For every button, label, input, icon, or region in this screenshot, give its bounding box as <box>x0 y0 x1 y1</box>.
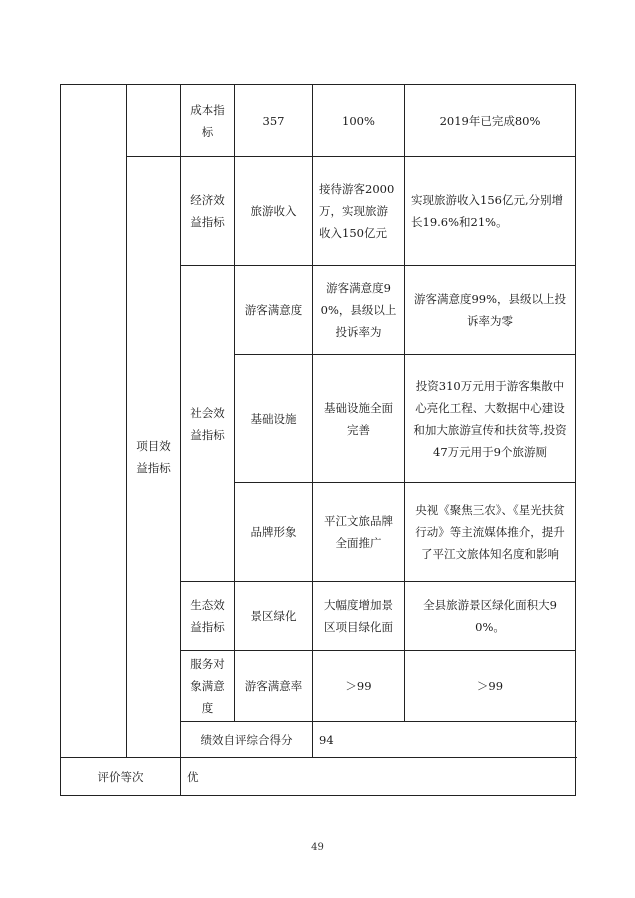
score-label-cell: 绩效自评综合得分 <box>181 722 313 758</box>
cost-actual-cell: 2019年已完成80% <box>405 85 576 157</box>
score-value-cell: 94 <box>313 722 576 758</box>
satisfaction-target-cell: 游客满意度90%，县级以上投诉率为 <box>313 266 405 355</box>
ecological-actual-cell: 全县旅游景区绿化面积大90%。 <box>405 582 576 651</box>
satisfaction-item-cell: 游客满意度 <box>235 266 313 355</box>
table-row <box>61 85 576 157</box>
economic-indicator-cell: 经济效益指标 <box>181 157 235 266</box>
ecological-target-cell: 大幅度增加景区项目绿化面 <box>313 582 405 651</box>
infrastructure-target-cell: 基础设施全面完善 <box>313 355 405 483</box>
service-target-cell: ＞99 <box>313 651 405 722</box>
table-row <box>61 758 576 796</box>
outer-blank-cell <box>61 85 127 758</box>
project-benefit-header-cell: 项目效益指标 <box>127 157 181 758</box>
table-row <box>61 157 576 266</box>
performance-table <box>60 84 576 796</box>
cost-target-value-cell: 100% <box>313 85 405 157</box>
ecological-item-cell: 景区绿化 <box>235 582 313 651</box>
satisfaction-actual-cell: 游客满意度99%，县级以上投诉率为零 <box>405 266 576 355</box>
cost-annual-target-cell: 357 <box>235 85 313 157</box>
page-number: 49 <box>311 842 324 853</box>
economic-target-cell: 接待游客2000万，实现旅游收入150亿元 <box>313 157 405 266</box>
brand-item-cell: 品牌形象 <box>235 483 313 582</box>
infrastructure-item-cell: 基础设施 <box>235 355 313 483</box>
infrastructure-actual-cell: 投资310万元用于游客集散中心亮化工程、大数据中心建设和加大旅游宣传和扶贫等,投资47万元用于9个旅游厕 <box>405 355 576 483</box>
service-actual-cell: ＞99 <box>405 651 576 722</box>
brand-target-cell: 平江文旅品牌全面推广 <box>313 483 405 582</box>
brand-actual-cell: 央视《聚焦三农》、《星光扶贫行动》等主流媒体推介，提升了平江文旅体知名度和影响 <box>405 483 576 582</box>
economic-item-cell: 旅游收入 <box>235 157 313 266</box>
social-benefit-header-cell: 社会效益指标 <box>181 266 235 582</box>
blank-cell <box>127 85 181 157</box>
grade-label-cell: 评价等次 <box>61 758 181 796</box>
service-item-cell: 游客满意率 <box>235 651 313 722</box>
ecological-indicator-cell: 生态效益指标 <box>181 582 235 651</box>
economic-actual-cell: 实现旅游收入156亿元,分别增长19.6%和21%。 <box>405 157 576 266</box>
service-indicator-cell: 服务对象满意度 <box>181 651 235 722</box>
cost-indicator-cell: 成本指标 <box>181 85 235 157</box>
grade-value-cell: 优 <box>181 758 576 796</box>
